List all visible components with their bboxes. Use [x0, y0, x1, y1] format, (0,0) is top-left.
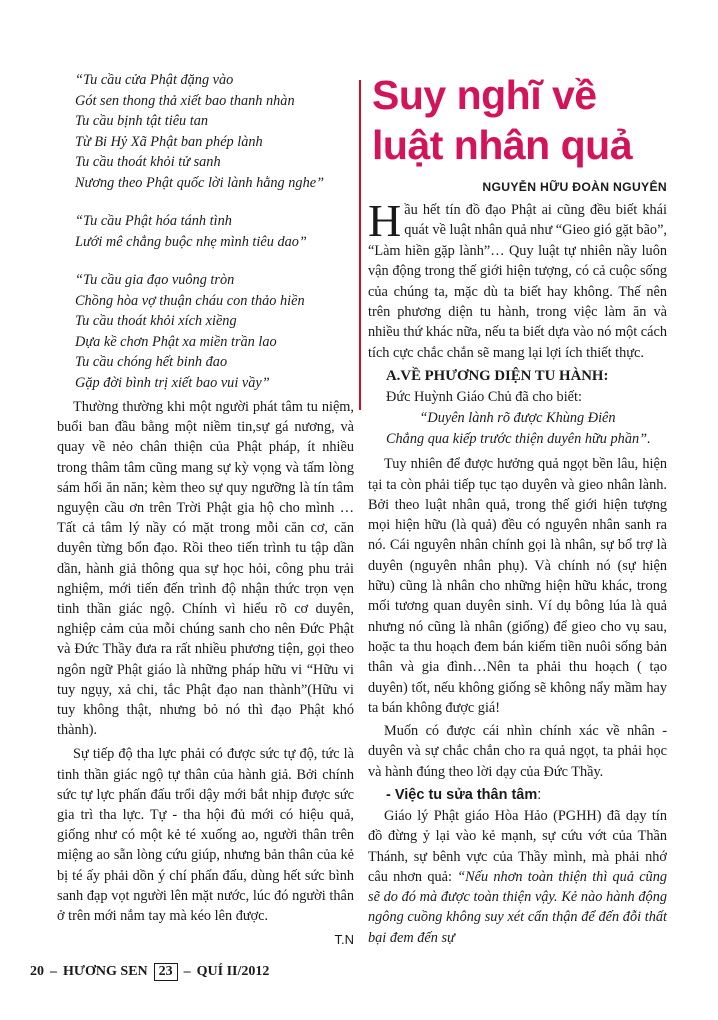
poem-line: Dựa kề chơn Phật xa miền trần lao: [75, 333, 277, 350]
sub-heading-colon: :: [537, 787, 542, 803]
poem-line: “Tu cầu cửa Phật đặng vào: [75, 72, 234, 88]
title-line: Suy nghĩ về: [372, 72, 597, 118]
footer-dash: –: [50, 964, 57, 979]
poem-line: Lưới mê chẳng buộc nhẹ mình tiêu dao”: [75, 233, 307, 250]
author-name: NGUYỄN HỮU ĐOÀN NGUYÊN: [482, 180, 667, 194]
poem-line: “Tu cầu gia đạo vuông tròn: [75, 272, 235, 288]
page-footer: [30, 963, 269, 981]
signoff: T.N: [334, 932, 354, 948]
magazine-name: HƯƠNG SEN: [63, 964, 148, 979]
intro-paragraph: [368, 195, 667, 363]
quote-block: [368, 408, 667, 450]
title-line: luật nhân quả: [372, 122, 632, 168]
section-heading: A.VỀ PHƯƠNG DIỆN TU HÀNH:: [386, 368, 609, 385]
issue-period: QUÍ II/2012: [196, 964, 270, 979]
drop-cap: H: [368, 195, 402, 246]
left-column: [57, 70, 354, 947]
poem-line: “Tu cầu Phật hóa tánh tình: [75, 213, 232, 229]
footer-dash: –: [183, 964, 191, 979]
right-column: [368, 70, 667, 948]
poem-line: Gót sen thong thả xiết bao thanh nhàn: [75, 92, 295, 109]
quote-intro: Đức Huỳnh Giáo Chủ đã cho biết:: [386, 389, 582, 406]
column-divider: [359, 80, 361, 410]
poem-stanza-3: [75, 270, 354, 393]
poem-line: Chồng hòa vợ thuận cháu con thảo hiền: [75, 292, 305, 309]
poem-stanza-2: [75, 211, 354, 252]
inline-quote: “Nếu nhơn toàn thiện thì quả cũng sẽ do đó mà được toàn thiện vậy. Kẻ nào hành động ngông cuồng không suy xét cẩn thận để đến đỗi thất bại đem đến sự: [368, 868, 668, 946]
poem-stanza-1: [75, 70, 354, 193]
intro-text: ầu hết tín đồ đạo Phật ai cũng đều biết khái quát về luật nhân quả như “Gieo gió gặt bão”, “Làm hiền gặp lành”… Quy luật tự nhiên nầy luôn vận động trong thế giới hiện tượng, có cả cuộc sống của chúng ta, mặc dù ta biết hay không. Thế nên trên phương diện tu hành, trong việc làm ăn và nhiều thứ khác nữa, nếu ta biết dựa vào nó một cách tích cực chắc chắn sẽ mang lại lợi ích thiết thực.: [368, 202, 667, 361]
quote-line: Chẳng qua kiếp trước thiện duyên hữu phần”.: [386, 431, 651, 448]
body-paragraph: [368, 806, 667, 948]
body-paragraph: Muốn có được cái nhìn chính xác về nhân - duyên và sự chắc chắn cho ra quả ngọt, ta phải học và hành đúng theo lời dạy của Đức Thầy.: [368, 723, 667, 780]
paragraph-text: Giáo lý Phật giáo Hòa Hảo (PGHH) đã dạy tín đồ đừng ỷ lại vào kẻ mạnh, sự cứu vớt của Thần Thánh, sự bênh vực của Thầy mình, mà phải nhớ câu nhơn quả:: [368, 808, 667, 885]
body-paragraph: Thường thường khi một người phát tâm tu niệm, buổi ban đầu bằng một niềm tin,sự gá nương, và quay về nẻo chân thiện của Phật pháp, ít nhiều trong thâm tâm cũng mang sự kỳ vọng và tấm lòng sám hối ăn năn; kèm theo sự quy ngưỡng là tín tâm nguyện cầu ơn trên Trời Phật gia hộ cho mình … Tất cả tâm lý nầy có mặt trong mỗi căn cơ, căn duyên từng bổn đạo. Rồi theo tiến trình tu tập dần dần, hành giả thông qua sự học hỏi, công phu trải nghiệm, mới tiến đến trình độ nhận thức trọn vẹn tinh thần giác ngộ. Chính vì hiểu rõ cơ duyên, nghiệp cảm của mỗi chúng sanh cho nên Đức Phật và Đức Thầy đưa ra rất nhiều phương tiện, gọi theo ngôn ngữ Phật giáo là những pháp hữu vi “Hữu vi tuy ngụy, xả chi, tắc Phật đạo nan thành”(Hữu vi tuy không thật, nhưng bỏ nó thì đạo Phật khó thành).: [57, 399, 354, 739]
poem-line: Tu cầu chóng hết binh đao: [75, 354, 228, 370]
poem-line: Nương theo Phật quốc lời lành hằng nghe”: [75, 174, 325, 191]
article-title: [372, 70, 667, 170]
poem-line: Tu cầu thoát khỏi tử sanh: [75, 154, 221, 170]
poem-line: Tu cầu thoát khỏi xích xiềng: [75, 313, 237, 329]
body-paragraph: Sự tiếp độ tha lực phải có được sức tự độ, tức là tinh thần giác ngộ tự thân của hành giả. Bởi chính sức tự lực phấn đấu trổi dậy mới bắt nhịp được sức gia trì tha lực. Tự - tha hội đủ mới có hiệu quả, giống như có một kẻ té xuống ao, người thân trên miệng ao sẵn lòng cứu giúp, nhưng bản thân của kẻ bị té ấy phải dồn ý chí phấn đấu, dùng hết sức bình sanh đạp vọt người lên mặt nước, lúc đó người thân ở trên mới nắm tay mà kéo lên được.: [57, 746, 354, 925]
poem-line: Gặp đời bình trị xiết bao vui vầy”: [75, 374, 270, 391]
quote-line: “Duyên lành rõ được Khùng Điên: [419, 410, 616, 427]
sub-heading-text: - Việc tu sửa thân tâm: [386, 787, 538, 803]
poem-line: Tu cầu bịnh tật tiêu tan: [75, 113, 209, 129]
sub-heading: [386, 785, 667, 806]
page-number: 20: [30, 964, 44, 979]
poem-line: Từ Bi Hỷ Xã Phật ban phép lành: [75, 133, 263, 150]
issue-number: 23: [154, 963, 178, 981]
body-paragraph: Tuy nhiên để được hưởng quả ngọt bền lâu, hiện tại ta còn phải tiếp tục tạo duyên và gieo nhân lành. Bởi theo luật nhân quả, trong thế giới hiện tượng mọi hiện hữu (là quả) đều có nguyên nhân sanh ra nó. Cái nguyên nhân chính gọi là nhân, sự bổ trợ là duyên (nguyên nhân phụ). Và chính nó (sự hiện hữu) cũng là nhân cho những hiện hữu khác, trong mối tương quan duyên sinh. Ví dụ bông lúa là quả nhưng nó cũng là nhân (giống) để gieo cho vụ sau, hoặc ta thu hoạch đem bán kiếm tiền nuôi sống bản thân và gia đình…Nên ta phải thu hoạch ( tạo duyên) tốt, nếu không giống sẽ không nẩy mầm hay ta bán không được giá!: [368, 456, 667, 716]
